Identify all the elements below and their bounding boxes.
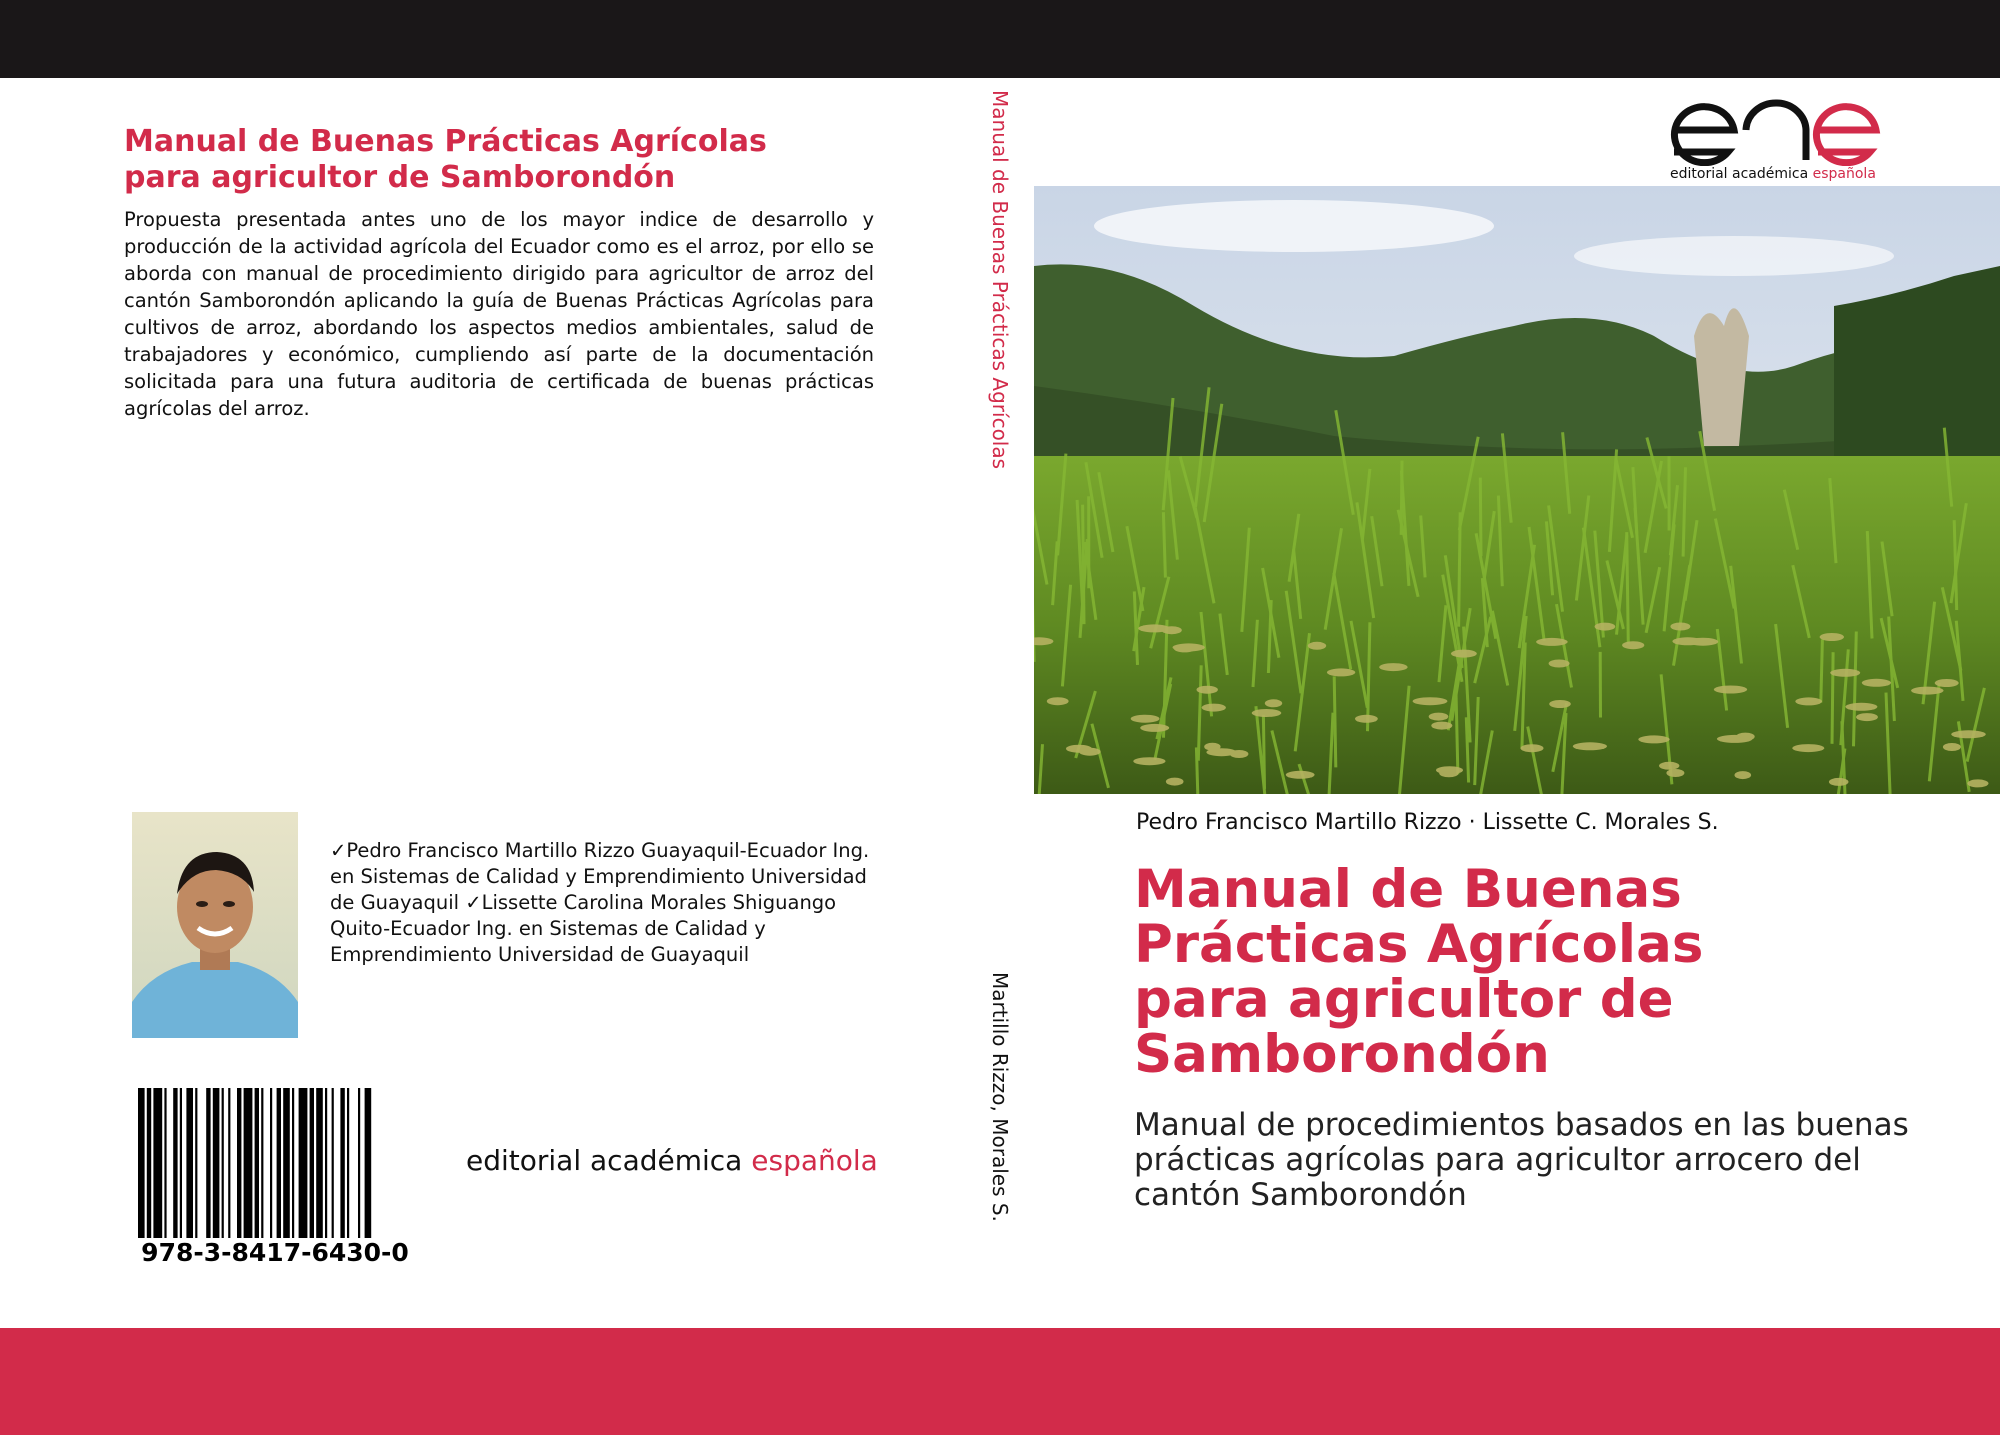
barcode-bar [255,1088,259,1238]
barcode-bar [138,1088,145,1238]
barcode-bar [340,1088,344,1238]
rice-grain-head [1670,623,1690,631]
back-title-line: para agricultor de Samborondón [124,160,676,195]
back-title-line: Manual de Buenas Prácticas Agrícolas [124,124,767,159]
publisher-name-accent: española [751,1144,878,1177]
rice-grain-head [1943,743,1961,751]
rice-grain-head [1820,633,1844,641]
rice-blade [1627,532,1629,644]
author-photo [132,812,298,1038]
back-cover-blurb: Propuesta presentada antes uno de los mayor indice de desarrollo y producción de la actividad agrícola del Ecuador como es el arroz, por ello se aborda con manual de procedimiento dirigido para agricultor de arroz del cantón Samborondón aplicando la guía de Buenas Prácticas Agrícolas para cultivos de arroz, abordando los aspectos medios ambientales, salud de trabajadores y económico, cumpliendo así parte de la documentación solicitada para una futura auditoria de certificada de buenas prácticas agrícolas del arroz. [124,208,874,420]
rice-grain-head [1549,660,1570,668]
rice-grain-head [1573,742,1607,750]
rice-grain-head [1230,750,1249,758]
rice-grain-head [1202,704,1226,712]
bottom-band [0,1328,2000,1435]
rice-grain-head [1935,679,1959,687]
rice-grain-head [1355,715,1378,723]
rice-grain-head [1714,686,1747,694]
rice-blade [1821,639,1823,702]
publisher-name-back [466,1144,878,1177]
barcode-bar [173,1088,177,1238]
back-cover-title [124,124,884,196]
rice-grain-head [1308,642,1326,650]
rice-grain-head [1431,722,1452,730]
barcode-bar [213,1088,220,1238]
rice-grain-head [1131,715,1160,723]
rice-grain-head [1265,699,1282,707]
rice-grain-head [1327,668,1355,676]
barcode-bar [316,1088,323,1238]
rice-grain-head [1166,778,1184,786]
rice-grain-head [1521,744,1544,752]
rice-field-image [1034,186,2000,794]
front-title-line: Manual de Buenas [1134,859,1682,920]
barcode-bar [277,1088,281,1238]
barcode-bar [244,1088,253,1238]
rice-grain-head [1845,703,1877,711]
rice-grain-head [1047,697,1069,705]
barcode-bar [325,1088,327,1238]
rice-grain-head [1204,743,1220,751]
barcode-bar [164,1088,166,1238]
rice-grain-head [1911,687,1943,695]
barcode-bar [195,1088,197,1238]
logo-caption-accent: española [1812,166,1876,182]
eae-logo-icon [1668,96,1884,166]
rice-grain-head [1197,686,1218,694]
rice-blade [1480,478,1481,556]
barcode-bar [147,1088,151,1238]
barcode-bar [228,1088,230,1238]
rice-grain-head [1413,697,1448,705]
top-band [0,0,2000,78]
front-title-line: para agricultor de [1134,969,1674,1030]
barcode-bar [299,1088,308,1238]
rice-grain-head [1735,771,1752,779]
rice-grain-head [1451,650,1477,658]
logo-caption [1670,166,1876,182]
rice-grain-head [1622,641,1644,649]
front-authors: Pedro Francisco Martillo Rizzo · Lissette C. Morales S. [1136,810,1719,835]
rice-grain-head [1549,700,1571,708]
rice-grain-head [1795,697,1822,705]
cover-photo-rice-field [1034,186,2000,794]
barcode-bar [365,1088,372,1238]
rice-grain-head [1638,735,1669,743]
author-portrait-image [132,812,298,1038]
rice-grain-head [1951,730,1986,738]
rice-grain-head [1429,713,1449,721]
barcode-bar [206,1088,210,1238]
barcode-bar [222,1088,224,1238]
rice-grain-head [1252,709,1282,717]
rice-grain-head [1133,757,1165,765]
rice-grain-head [1595,623,1616,631]
rice-grain-head [1174,644,1196,652]
rice-grain-head [1862,679,1891,687]
rice-grain-head [1792,744,1824,752]
rice-blade [1163,512,1165,577]
rice-grain-head [1967,779,1988,787]
barcode [138,1088,410,1238]
rice-grain-head [1536,638,1568,646]
rice-grain-head [1379,663,1407,671]
barcode-bar [270,1088,272,1238]
spine-authors: Martillo Rizzo, Morales S. [988,972,1012,1222]
rice-grain-head [1439,769,1458,777]
rice-grain-head [1286,771,1315,779]
rice-blade [1832,652,1833,744]
rice-grain-head [1688,638,1719,646]
rice-grain-head [1856,713,1878,721]
barcode-bar [292,1088,294,1238]
rice-grain-head [1666,769,1684,777]
logo-caption-plain: editorial académica [1670,166,1813,182]
author-bio: ✓Pedro Francisco Martillo Rizzo Guayaquil-Ecuador Ing. en Sistemas de Calidad y Emprendimiento Universidad de Guayaquil ✓Lissette Carolina Morales Shiguango Quito-Ecuador Ing. en Sistemas de Calidad y Emprendimiento Universidad de Guayaquil [330,839,870,966]
rice-grain-head [1140,724,1169,732]
barcode-bar [237,1088,241,1238]
barcode-bar [347,1088,349,1238]
barcode-bar [283,1088,290,1238]
barcode-bar [332,1088,334,1238]
rice-grain-head [1736,733,1755,741]
barcode-bar [186,1088,193,1238]
front-subtitle: Manual de procedimientos basados en las buenas prácticas agrícolas para agricultor arrocero del cantón Samborondón [1134,1107,1909,1213]
barcode-bar [310,1088,314,1238]
publisher-name-plain: editorial académica [466,1144,752,1177]
spine-title: Manual de Buenas Prácticas Agrícolas [988,90,1012,470]
barcode-bar [261,1088,263,1238]
front-cover-title [1134,859,1954,1085]
front-title-line: Samborondón [1134,1024,1550,1085]
isbn-number: 978-3-8417-6430-0 [141,1238,409,1267]
barcode-graphic [138,1088,410,1238]
rice-grain-head [1066,745,1092,753]
rice-grain-head [1829,778,1849,786]
rice-grain-head [1659,762,1679,770]
barcode-bar [153,1088,162,1238]
rice-grain-head [1162,626,1182,634]
rice-grain-head [1830,669,1860,677]
rice-blade [1334,676,1336,767]
front-title-line: Prácticas Agrícolas [1134,914,1704,975]
barcode-bar [358,1088,360,1238]
barcode-bar [180,1088,182,1238]
